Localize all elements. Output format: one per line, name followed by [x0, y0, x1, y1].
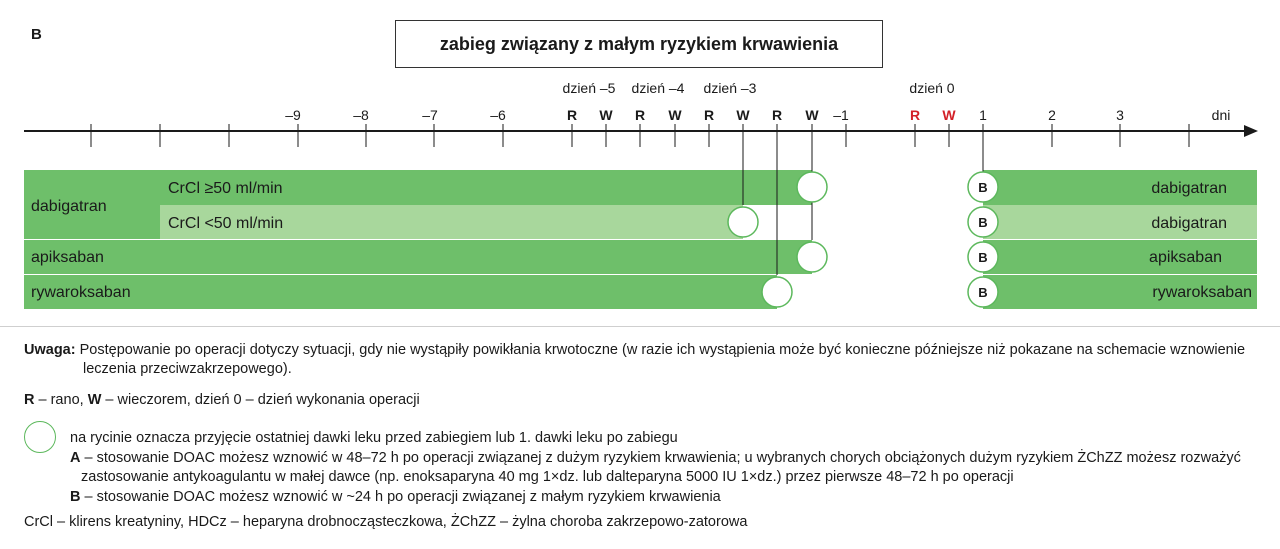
- drug-label-apiksaban: apiksaban: [31, 249, 104, 266]
- note-b-text: – stosowanie DOAC możesz wznowić w ~24 h po operacji związanej z małym ryzykiem krwawienia: [80, 489, 721, 505]
- note-uwaga-text2: leczenia przeciwzakrzepowego).: [83, 361, 292, 377]
- rw-label: R: [771, 107, 783, 123]
- marker-b: B: [978, 285, 988, 300]
- rw-label: W: [805, 107, 819, 123]
- last-dose-circle: [762, 277, 792, 307]
- bar-rywaroksaban: [24, 275, 777, 309]
- drug-label-rywaroksaban: rywaroksaban: [31, 284, 131, 301]
- right-drug-label: rywaroksaban: [1152, 284, 1252, 301]
- day-label: dzień 0: [909, 80, 955, 96]
- rw-label: W: [668, 107, 682, 123]
- right-drug-label: dabigatran: [1151, 180, 1227, 197]
- right-drug-label: dabigatran: [1151, 215, 1227, 232]
- marker-b: B: [978, 180, 988, 195]
- crcl-low-label: CrCl <50 ml/min: [168, 215, 284, 232]
- bar-apiksaban: [24, 240, 812, 274]
- note-a: [70, 449, 1241, 468]
- tick-label: –9: [285, 107, 301, 123]
- day-label: dzień –5: [562, 80, 616, 96]
- rw-label-surgery: W: [942, 107, 956, 123]
- rw-label-surgery: R: [909, 107, 921, 123]
- note-b-label: B: [70, 489, 81, 505]
- note-w-text: – wieczorem, dzień 0 – dzień wykonania operacji: [101, 392, 420, 408]
- rw-label: R: [634, 107, 646, 123]
- right-drug-label: apiksaban: [1149, 249, 1222, 266]
- note-w-label: W: [87, 392, 102, 408]
- note-uwaga-label: Uwaga:: [24, 342, 76, 358]
- note-a-label: A: [70, 450, 81, 466]
- marker-b: B: [978, 215, 988, 230]
- note-b: [70, 488, 721, 507]
- tick-label: –6: [490, 107, 506, 123]
- note-circle-text: na rycinie oznacza przyjęcie ostatniej dawki leku przed zabiegiem lub 1. dawki leku po zabiegu: [70, 430, 678, 446]
- rw-label: W: [599, 107, 613, 123]
- axis-arrow: [1244, 125, 1258, 137]
- tick-label: –8: [353, 107, 369, 123]
- last-dose-circle: [797, 242, 827, 272]
- day-label: dzień –4: [631, 80, 685, 96]
- marker-b: B: [978, 250, 988, 265]
- rw-label: R: [566, 107, 578, 123]
- divider: [0, 326, 1280, 327]
- last-dose-circle: [797, 172, 827, 202]
- rw-label: R: [703, 107, 715, 123]
- axis-unit-label: dni: [1211, 107, 1231, 123]
- note-uwaga: [24, 341, 1245, 360]
- note-r-label: R: [24, 392, 35, 408]
- day-label: dzień –3: [703, 80, 757, 96]
- drug-label-dabigatran: dabigatran: [31, 198, 107, 215]
- note-abbrev: CrCl – klirens kreatyniny, HDCz – heparyna drobnocząsteczkowa, ŻChZZ – żylna choroba zakrzepowo-zatorowa: [24, 514, 748, 530]
- diagram-title: zabieg związany z małym ryzykiem krwawienia: [395, 20, 883, 68]
- rw-label: W: [736, 107, 750, 123]
- note-a-text2: zastosowanie antykoagulantu w małej dawce (np. enoksaparyna 40 mg 1×dz. lub dalteparyna 5000 IU 1×dz.) przez pierwsze 48–72 h po operacji: [81, 469, 1014, 485]
- tick-label: 2: [1048, 107, 1056, 123]
- tick-label: –7: [422, 107, 438, 123]
- note-rw: [24, 391, 420, 410]
- last-dose-circle: [728, 207, 758, 237]
- note-uwaga-text: Postępowanie po operacji dotyczy sytuacji, gdy nie wystąpiły powikłania krwotoczne (w razie ich wystąpienia może być konieczne późniejsze niż pokazane na schemacie wznowienie: [79, 342, 1246, 358]
- legend-circle-icon: [24, 421, 56, 453]
- crcl-high-label: CrCl ≥50 ml/min: [168, 180, 283, 197]
- tick-label: 3: [1116, 107, 1124, 123]
- tick-label: –1: [833, 107, 849, 123]
- axis-ticks: [91, 124, 1189, 147]
- panel-letter: B: [31, 26, 42, 43]
- tick-label: 1: [979, 107, 987, 123]
- note-r-text: – rano,: [34, 392, 88, 408]
- note-a-text: – stosowanie DOAC możesz wznowić w 48–72 h po operacji związanej z dużym ryzykiem krwawienia; u wybranych chorych obciążonych dużym ryzykiem ŻChZZ możesz rozważyć: [80, 450, 1241, 466]
